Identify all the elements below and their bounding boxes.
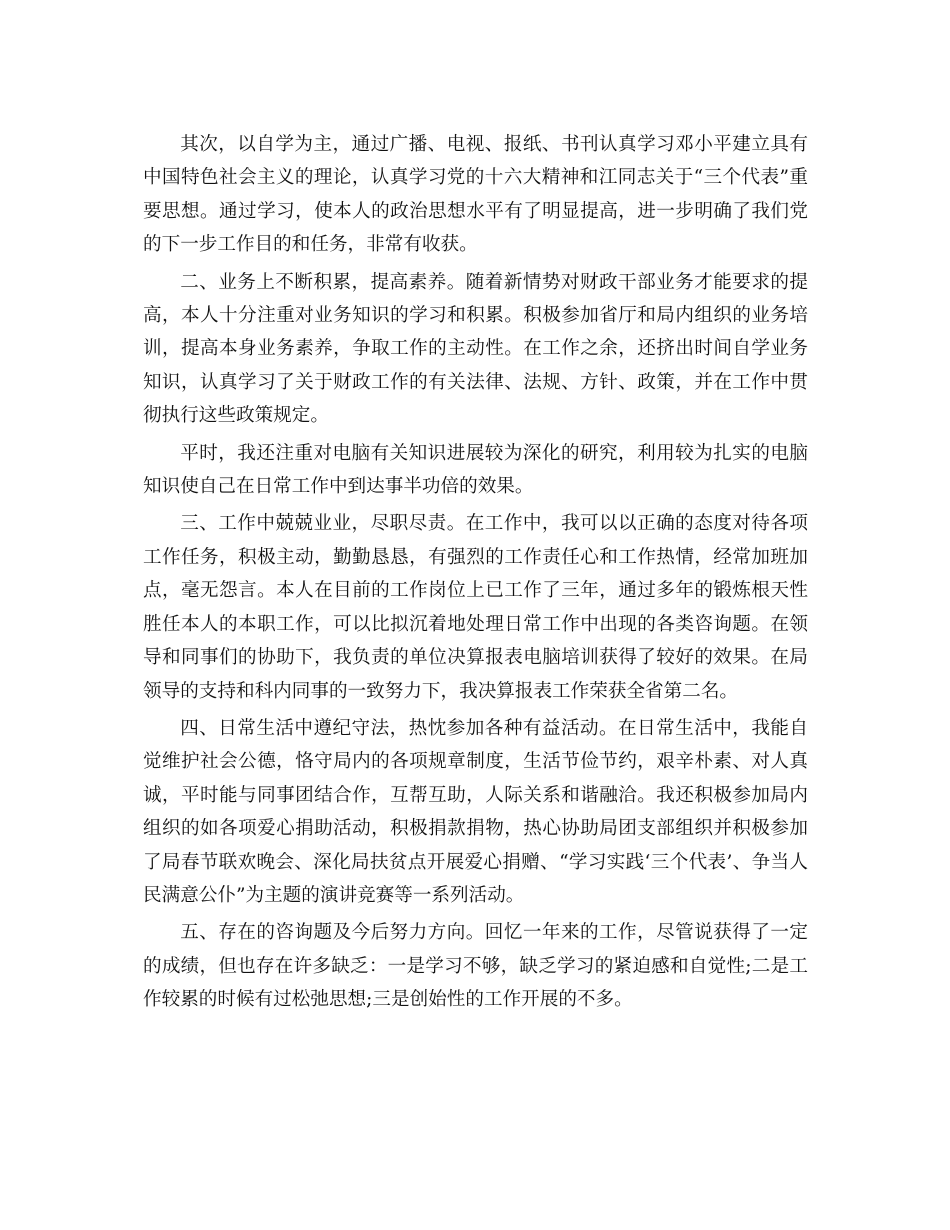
document-body <box>143 128 808 1021</box>
paragraph-computer-knowledge: 平时，我还注重对电脑有关知识进展较为深化的研究，利用较为扎实的电脑知识使自己在日常工作中到达事半功倍的效果。 <box>143 442 808 498</box>
paragraph-study-theory: 其次，以自学为主，通过广播、电视、报纸、书刊认真学习邓小平建立具有中国特色社会主义的理论，认真学习党的十六大精神和江同志关于“三个代表”重要思想。通过学习，使本人的政治思想水平有了明显提高，进一步明确了我们党的下一步工作目的和任务，非常有收获。 <box>143 134 808 256</box>
paragraph-problems-and-direction: 五、存在的咨询题及今后努力方向。回忆一年来的工作，尽管说获得了一定的成绩，但也存在许多缺乏：一是学习不够，缺乏学习的紧迫感和自觉性;二是工作较累的时候有过松弛思想;三是创始性的工作开展的不多。 <box>143 922 808 1011</box>
paragraph-daily-life: 四、日常生活中遵纪守法，热忱参加各种有益活动。在日常生活中，我能自觉维护社会公德，恪守局内的各项规章制度，生活节俭节约，艰辛朴素、对人真诚，平时能与同事团结合作，互帮互助，人际关系和谐融洽。我还积极参加局内组织的如各项爱心捐助活动，积极捐款捐物，热心协助局团支部组织并积极参加了局春节联欢晚会、深化局扶贫点开展爱心捐赠、“学习实践‘三个代表’、争当人民满意公仆”为主题的演讲竞赛等一系列活动。 <box>143 717 808 906</box>
paragraph-business-accumulation: 二、业务上不断积累，提高素养。随着新情势对财政干部业务才能要求的提高，本人十分注重对业务知识的学习和积累。积极参加省厅和局内组织的业务培训，提高本身业务素养，争取工作的主动性。在工作之余，还挤出时间自学业务知识，认真学习了关于财政工作的有关法律、法规、方针、政策，并在工作中贯彻执行这些政策规定。 <box>143 271 808 427</box>
paragraph-diligent-work: 三、工作中兢兢业业，尽职尽责。在工作中，我可以以正确的态度对待各项工作任务，积极主动，勤勤恳恳，有强烈的工作责任心和工作热情，经常加班加点，毫无怨言。本人在目前的工作岗位上已工作了三年，通过多年的锻炼根天性胜任本人的本职工作，可以比拟沉着地处理日常工作中出现的各类咨询题。在领导和同事们的协助下，我负责的单位决算报表电脑培训获得了较好的效果。在局领导的支持和科内同事的一致努力下，我决算报表工作荣获全省第二名。 <box>143 513 808 702</box>
